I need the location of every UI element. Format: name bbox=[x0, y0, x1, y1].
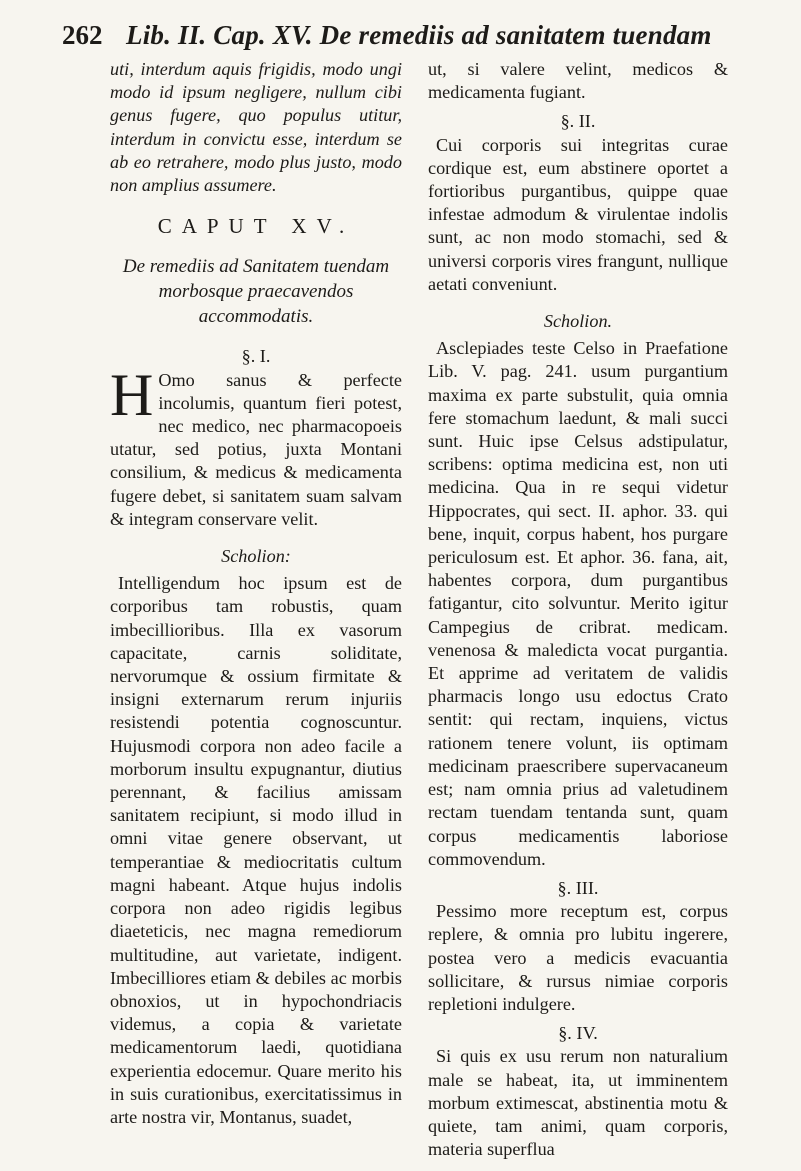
section-heading-1: §. I. bbox=[241, 346, 271, 367]
drop-cap: H bbox=[110, 361, 154, 428]
right-column bbox=[428, 58, 728, 1161]
left-top-paragraph: uti, interdum aquis frigidis, modo ungi modo id ipsum negligere, nullum cibi genus fugere, quo populus utitur, interdum in convictu esse, interdum se ab eo retrahere, modo plus justo, modo non amplius assumere. bbox=[110, 59, 402, 196]
section-heading-2: §. II. bbox=[560, 111, 596, 132]
paragraph-4: Asclepiades teste Celso in Praefatione Lib. V. pag. 241. usum purgantium maxima ex parte substulit, quia omnia fere stomachum laedunt, & mali succi sunt. Huic ipse Celsus adstipulatur, scribens: optima medicina est, non uti medicina. Qua in re sequi videtur Hippocrates, qui sect. II. aphor. 33. qui bene, inquit, corpus habent, hos purgare periculosum est. Et aphor. 36. fana, ait, habentes corpora, dum purgantibus fatigantur, cito solvuntur. Merito igitur Campegius de cribrat. medicam. venenosa & maledicta vocat purgantia. Et apprime ad veritatem de validis pharmacis longo usu edoctus Crato sentit: qui rectam, inquiens, victus rationem tenere volunt, iis optimam medicinam praescribere supervacaneum est; nam omnia prius ad valetudinem rectam tuendam tentanda sunt, quam corpus medicamentis laboriose commovendum. bbox=[428, 338, 728, 869]
running-title: Lib. II. Cap. XV. De remediis ad sanitatem tuendam bbox=[126, 20, 712, 50]
left-column bbox=[110, 58, 402, 1129]
paragraph-2: Intelligendum hoc ipsum est de corporibus tam robustis, quam imbecillioribus. Illa ex vasorum capacitate, carnis soliditate, nervorumque & ossium firmitate & insigni externarum rerum injuriis resistendi potentia cognoscuntur. Hujusmodi corpora non adeo facile a morborum insultu expugnantur, diutius perennant, & facilius amissam sanitatem recipiunt, si modo illud in omni vitae genere observant, ut temperantiae & mediocritatis cultum magni habeant. Atque hujus indolis corpora non adeo rigidis legibus diaeteticis, nec magna remediorum multitudine, aut varietate, indigent. Imbecilliores etiam & debiles ac morbis obnoxios, ut in hypochondriacis videmus, a copia & varietate medicamentorum laedi, quotidiana experientia edocemur. Quare merito his in suis curationibus, exercitatissimus in arte nostra vir, Montanus, suadet, bbox=[110, 573, 402, 1127]
paragraph-3: Cui corporis sui integritas curae cordique est, eum abstinere oportet a fortioribus purgantibus, quippe quae infestae admodum & virulentae indolis sunt, ac non modo stomachi, sed & universi corporis vires frangunt, nullique aetati conveniunt. bbox=[428, 134, 728, 294]
scholion-label-right: Scholion. bbox=[543, 311, 613, 332]
page-number: 262 bbox=[62, 20, 103, 50]
chapter-title: CAPUT XV. bbox=[157, 214, 355, 239]
section-heading-3: §. III. bbox=[557, 877, 599, 898]
paragraph-1-text: Omo sanus & perfecte incolumis, quantum fieri potest, nec medico, nec pharmacopoeis utatur, sed potius, juxta Montani consilium, & medicus & medicamenta fugere debet, si sanitatem suam salvam & integram conservare velit. bbox=[110, 369, 402, 529]
paragraph-1 bbox=[110, 361, 402, 531]
section-heading-4: §. IV. bbox=[558, 1023, 598, 1044]
paragraph-5: Pessimo more receptum est, corpus replere, & omnia pro lubitu ingerere, postea vero a medicis evacuantia sollicitare, & rursus nimiae corporis repletioni indulgere. bbox=[428, 901, 728, 1014]
scholion-label-left: Scholion: bbox=[221, 546, 291, 567]
paragraph-6: Si quis ex usu rerum non naturalium male se habeat, ita, ut imminentem morbum extimescat, abstinentia motu & quiete, tam animi, quam corporis, materia superflua bbox=[428, 1046, 728, 1160]
page-header bbox=[62, 16, 762, 62]
right-top-paragraph: ut, si valere velint, medicos & medicamenta fugiant. bbox=[428, 59, 728, 103]
chapter-subtitle: De remediis ad Sanitatem tuendam morbosque praecavendos accommodatis. bbox=[122, 256, 390, 328]
